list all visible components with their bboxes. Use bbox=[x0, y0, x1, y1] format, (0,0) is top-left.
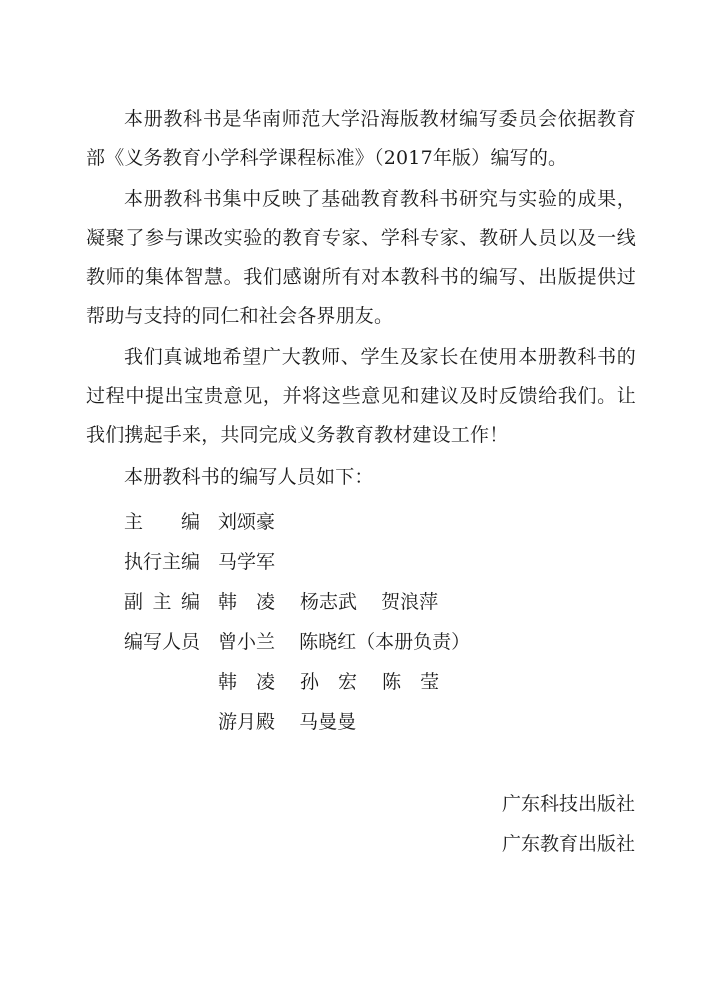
names bbox=[218, 662, 458, 702]
names bbox=[218, 622, 488, 662]
person-name: 陈莹 bbox=[382, 671, 459, 693]
person-name: 韩凌 bbox=[218, 591, 295, 613]
person-name: 陈晓红（本册负责） bbox=[299, 631, 471, 653]
intro-paragraph: 本册教科书是华南师范大学沿海版教材编写委员会依据教育部《义务教育小学科学课程标准》（2017年版）编写的。 bbox=[86, 108, 636, 169]
person-name: 马曼曼 bbox=[299, 711, 357, 733]
person-name: 刘颂豪 bbox=[218, 511, 276, 533]
person-name: 孙宏 bbox=[300, 671, 377, 693]
names bbox=[218, 542, 293, 582]
names bbox=[218, 702, 374, 742]
person-name: 马学军 bbox=[218, 551, 276, 573]
role-label: 副主编 bbox=[124, 591, 200, 613]
names bbox=[218, 582, 456, 622]
publisher-name: 广东科技出版社 bbox=[501, 793, 635, 815]
person-name: 贺浪萍 bbox=[381, 591, 439, 613]
role-label: 执行主编 bbox=[124, 551, 201, 573]
person-name: 韩凌 bbox=[218, 671, 295, 693]
person-name: 游月殿 bbox=[218, 711, 276, 733]
authors-heading: 本册教科书的编写人员如下： bbox=[124, 466, 374, 488]
person-name: 杨志武 bbox=[300, 591, 358, 613]
feedback-paragraph: 我们真诚地希望广大教师、学生及家长在使用本册教科书的过程中提出宝贵意见，并将这些意见和建议及时反馈给我们。让我们携起手来，共同完成义务教育教材建设工作！ bbox=[86, 346, 636, 446]
person-name: 曾小兰 bbox=[218, 631, 276, 653]
role-label: 主编 bbox=[124, 511, 200, 533]
role-label: 编写人员 bbox=[124, 631, 201, 653]
acknowledgement-paragraph: 本册教科书集中反映了基础教育教科书研究与实验的成果，凝聚了参与课改实验的教育专家、学科专家、教研人员以及一线教师的集体智慧。我们感谢所有对本教科书的编写、出版提供过帮助与支持的同仁和社会各界朋友。 bbox=[86, 188, 636, 327]
names bbox=[218, 502, 293, 542]
publisher-name: 广东教育出版社 bbox=[501, 833, 635, 855]
publishers-block bbox=[502, 784, 635, 864]
